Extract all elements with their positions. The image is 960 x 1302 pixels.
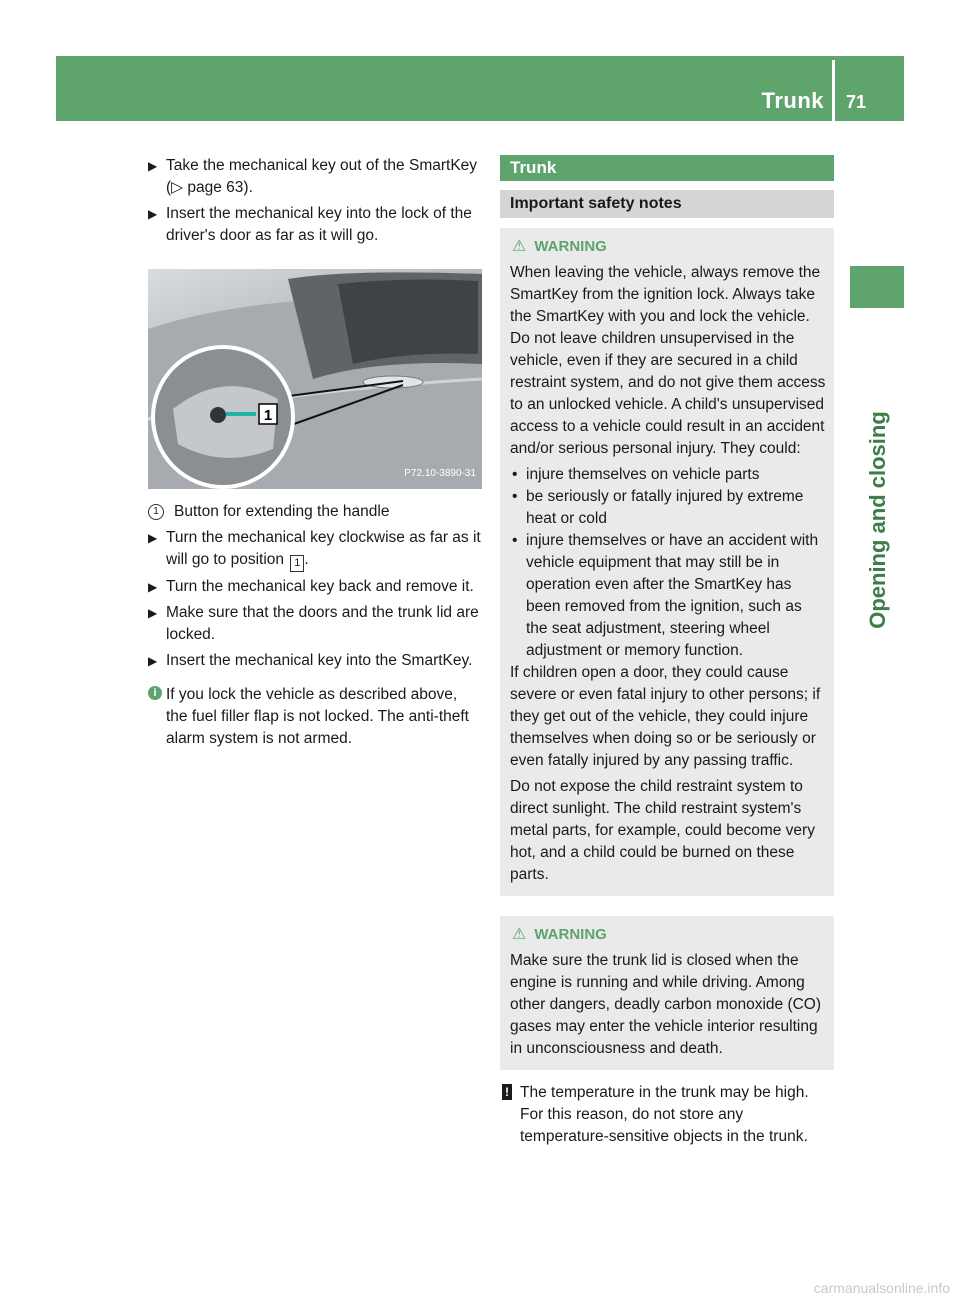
step-text: Turn the mechanical key clockwise as far as it will go to position — [166, 529, 481, 568]
info-text: If you lock the vehicle as described above, the fuel filler flap is not locked. The anti-theft alarm system is not armed. — [166, 686, 469, 747]
warning-paragraph: Make sure the trunk lid is closed when the engine is running and while driving. Among other dangers, deadly carbon monoxide (CO) gases may enter the vehicle interior resulting in unconsciousness and death. — [510, 952, 822, 1057]
instruction-step — [148, 527, 482, 572]
caption-number: 1 — [148, 504, 164, 520]
warning-triangle-icon: ⚠ — [512, 926, 527, 943]
photo-caption — [148, 501, 482, 523]
step-text: Make sure that the doors and the trunk lid are locked. — [166, 604, 479, 643]
warning-paragraph: Do not expose the child restraint system to direct sunlight. The child restraint system's metal parts, for example, could become very hot, and a child could be burned on these parts. — [510, 778, 815, 883]
position-marker: 1 — [290, 555, 304, 572]
step-arrow-icon: ▶ — [148, 531, 158, 545]
warning-triangle-icon: ⚠ — [512, 238, 527, 255]
warning-title-text: WARNING — [534, 238, 607, 255]
warning-title — [510, 236, 826, 258]
step-suffix: . — [304, 551, 309, 568]
step-arrow-icon: ▶ — [148, 159, 158, 173]
section-heading: Trunk — [500, 155, 834, 181]
step-text: Insert the mechanical key into the lock of the driver's door as far as it will go. — [166, 205, 472, 244]
step-text: Take the mechanical key out of the SmartKey (▷ page 63). — [166, 157, 478, 196]
page-number: 71 — [846, 92, 867, 112]
header-section-title: Trunk — [761, 88, 824, 113]
step-text: Turn the mechanical key back and remove it. — [166, 578, 474, 595]
warning-bullet: • injure themselves on vehicle parts — [510, 464, 826, 486]
step-arrow-icon: ▶ — [148, 207, 158, 221]
exclamation-icon: ! — [502, 1084, 512, 1100]
instruction-step — [148, 576, 482, 598]
note-text: The temperature in the trunk may be high. For this reason, do not store any temperature-sensitive objects in the trunk. — [520, 1084, 809, 1145]
warning-title — [510, 924, 826, 946]
side-tab-label: Opening and closing — [865, 411, 890, 629]
instruction-step — [148, 203, 482, 247]
watermark: carmanualsonline.info — [813, 1280, 950, 1296]
step-arrow-icon: ▶ — [148, 606, 158, 620]
warning-box — [500, 228, 834, 896]
right-column — [500, 155, 834, 1148]
warning-bullet: • injure themselves or have an accident with vehicle equipment that may still be in operation even after the SmartKey has been removed from the ignition, such as the seat adjustment, steering wheel adjustment or memory function. — [510, 530, 826, 662]
step-arrow-icon: ▶ — [148, 580, 158, 594]
caution-note — [500, 1082, 834, 1148]
instruction-step — [148, 602, 482, 646]
door-handle-illustration — [148, 269, 482, 489]
step-text: Insert the mechanical key into the SmartKey. — [166, 652, 473, 669]
info-icon: i — [148, 686, 162, 700]
step-arrow-icon: ▶ — [148, 654, 158, 668]
door-handle-photo — [148, 269, 482, 489]
sub-heading: Important safety notes — [500, 190, 834, 218]
instruction-step — [148, 155, 482, 199]
warning-bullet: • be seriously or fatally injured by extreme heat or cold — [510, 486, 826, 530]
side-tab-marker — [850, 266, 904, 308]
warning-title-text: WARNING — [534, 926, 607, 943]
left-column — [148, 155, 482, 750]
warning-box — [500, 916, 834, 1070]
caption-text: Button for extending the handle — [174, 503, 390, 520]
info-note — [148, 684, 482, 750]
photo-callout-number: 1 — [263, 407, 273, 424]
instruction-step — [148, 650, 482, 672]
photo-id: P72.10-3890-31 — [404, 468, 476, 479]
header-separator — [832, 60, 835, 121]
warning-paragraph: When leaving the vehicle, always remove the SmartKey from the ignition lock. Always take the SmartKey with you and lock the vehicle. Do not leave children unsupervised in the vehicle, even if they are secured in a child restraint system, and do not give them access to an unlocked vehicle. A child's unsupervised access to a vehicle could result in an accident and/or serious personal injury. They could: — [510, 264, 826, 457]
warning-paragraph: If children open a door, they could cause severe or even fatal injury to other persons; if they get out of the vehicle, they could injure themselves when doing so or be seriously or even fatally injured by any passing traffic. — [510, 664, 821, 769]
